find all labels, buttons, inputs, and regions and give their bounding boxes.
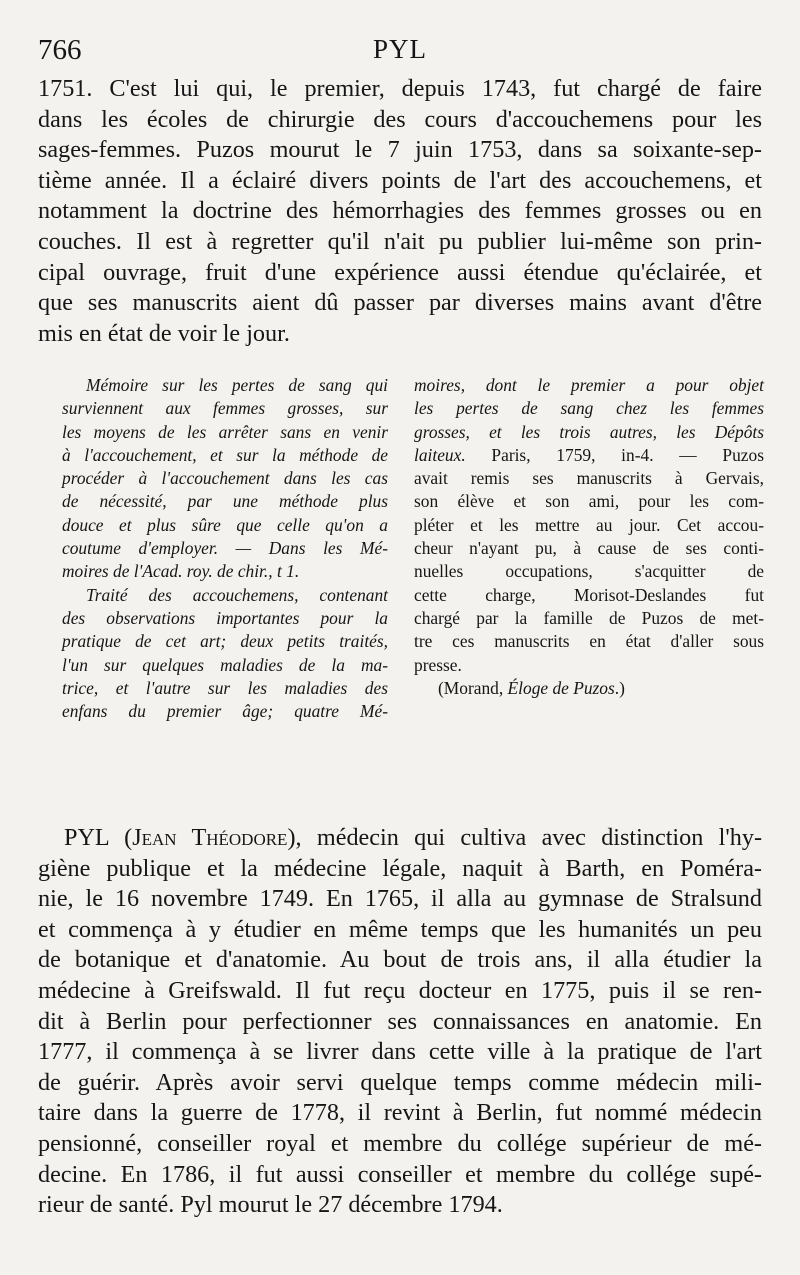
note-line: cheur n'ayant pu, à cause de ses conti-: [414, 538, 764, 559]
text-line: dans les écoles de chirurgie des cours d'accouchemens pour les: [38, 105, 762, 133]
note-line: de nécessité, par une méthode plus: [62, 491, 388, 512]
page-header: [38, 34, 762, 74]
text-line: pensionné, conseiller royal et membre du collége supérieur de mé-: [38, 1129, 762, 1157]
text-line: cipal ouvrage, fruit d'une expérience aussi étendue qu'éclairée, et: [38, 258, 762, 286]
text-line: que ses manuscrits aient dû passer par diverses mains avant d'être: [38, 289, 762, 317]
note-line: moires, dont le premier a pour objet: [414, 375, 764, 395]
notes-left-column: [62, 374, 388, 723]
text-line: tième année. Il a éclairé divers points de l'art des accouchemens, et: [38, 166, 762, 194]
text-line: mis en état de voir le jour.: [38, 319, 290, 347]
note-line: chargé par la famille de Puzos de met-: [414, 607, 764, 628]
text-line: 1777, il commença à se livrer dans cette ville à la pratique de l'art: [38, 1038, 762, 1066]
text-line: médecine à Greifswald. Il fut reçu docteur en 1775, puis il se ren-: [38, 976, 762, 1004]
note-line: pratique de cet art; deux petits traités,: [62, 631, 388, 652]
running-head: PYL: [372, 34, 427, 64]
note-line: l'un sur quelques maladies de la ma-: [62, 654, 388, 675]
entry-text: , médecin qui cultiva avec distinction l'hy-: [295, 824, 762, 851]
entry-given-names: (Jean Théodore): [124, 824, 296, 851]
note-line: procéder à l'accouchement dans les cas: [62, 468, 388, 489]
note-line: douce et plus sûre que celle qu'on a: [62, 514, 388, 535]
note-line: presse.: [414, 654, 462, 675]
signature-author: (Morand,: [438, 677, 508, 698]
text-line: notamment la doctrine des hémorrhagies des femmes grosses ou en: [38, 197, 762, 225]
note-signature: [414, 677, 764, 700]
note-text: Paris, 1759, in-4. — Puzos: [465, 444, 764, 465]
note-line: Traité des accouchemens, contenant: [86, 584, 388, 605]
note-line: [414, 444, 764, 467]
text-line: de guérir. Après avoir servi quelque temps comme médecin mili-: [38, 1068, 762, 1096]
entry-name: PYL: [64, 824, 109, 851]
note-line: enfans du premier âge; quatre Mé-: [62, 701, 388, 722]
puzos-biography-end: [38, 74, 762, 349]
text-line: rieur de santé. Pyl mourut le 27 décembre 1794.: [38, 1191, 503, 1219]
notes-right-column: [414, 374, 764, 700]
text-line: sages-femmes. Puzos mourut le 7 juin 1753, dans sa soixante-sep-: [38, 136, 762, 164]
note-line: trice, et l'autre sur les maladies des: [62, 677, 388, 698]
entry-heading-line: [38, 823, 762, 854]
note-line: surviennent aux femmes grosses, sur: [62, 398, 388, 419]
signature-close: .): [614, 677, 625, 698]
text-line: couches. Il est à regretter qu'il n'ait pu publier lui-même son prin-: [38, 227, 762, 255]
signature-title: Éloge de Puzos: [507, 677, 615, 698]
note-line: nuelles occupations, s'acquitter de: [414, 561, 764, 582]
text-line: et commença à y étudier en même temps que les humanités un peu: [38, 915, 762, 943]
text-line: dit à Berlin pour perfectionner ses connaissances en anatomie. En: [38, 1007, 762, 1035]
note-line: les pertes de sang chez les femmes: [414, 398, 764, 419]
page-number: 766: [38, 34, 82, 66]
note-line: son élève et son ami, pour les com-: [414, 491, 764, 512]
note-line: pléter et les mettre au jour. Cet accou-: [414, 514, 764, 535]
pyl-biography: [38, 823, 762, 1221]
note-italic-text: laiteux.: [414, 444, 466, 465]
note-line: moires de l'Acad. roy. de chir., t 1.: [62, 561, 300, 582]
text-line: giène publique et la médecine légale, naquit à Barth, en Poméra-: [38, 854, 762, 882]
note-line: les moyens de les arrêter sans en venir: [62, 421, 388, 442]
note-line: avait remis ses manuscrits à Gervais,: [414, 468, 764, 489]
text-line: nie, le 16 novembre 1749. En 1765, il alla au gymnase de Stralsund: [38, 885, 762, 913]
bibliography-notes: [62, 374, 764, 794]
note-line: tre ces manuscrits en état d'aller sous: [414, 631, 764, 652]
text-line: taire dans la guerre de 1778, il revint à Berlin, fut nommé médecin: [38, 1099, 762, 1127]
text-line: de botanique et d'anatomie. Au bout de trois ans, il alla étudier la: [38, 946, 762, 974]
text-line: 1751. C'est lui qui, le premier, depuis 1743, fut chargé de faire: [38, 75, 762, 102]
note-line: à l'accouchement, et sur la méthode de: [62, 444, 388, 465]
note-line: grosses, et les trois autres, les Dépôts: [414, 421, 764, 442]
note-line: Mémoire sur les pertes de sang qui: [86, 375, 388, 395]
text-line: decine. En 1786, il fut aussi conseiller et membre du collége supé-: [38, 1160, 762, 1188]
note-line: des observations importantes pour la: [62, 607, 388, 628]
note-line: coutume d'employer. — Dans les Mé-: [62, 538, 388, 559]
note-line: cette charge, Morisot-Deslandes fut: [414, 584, 764, 605]
